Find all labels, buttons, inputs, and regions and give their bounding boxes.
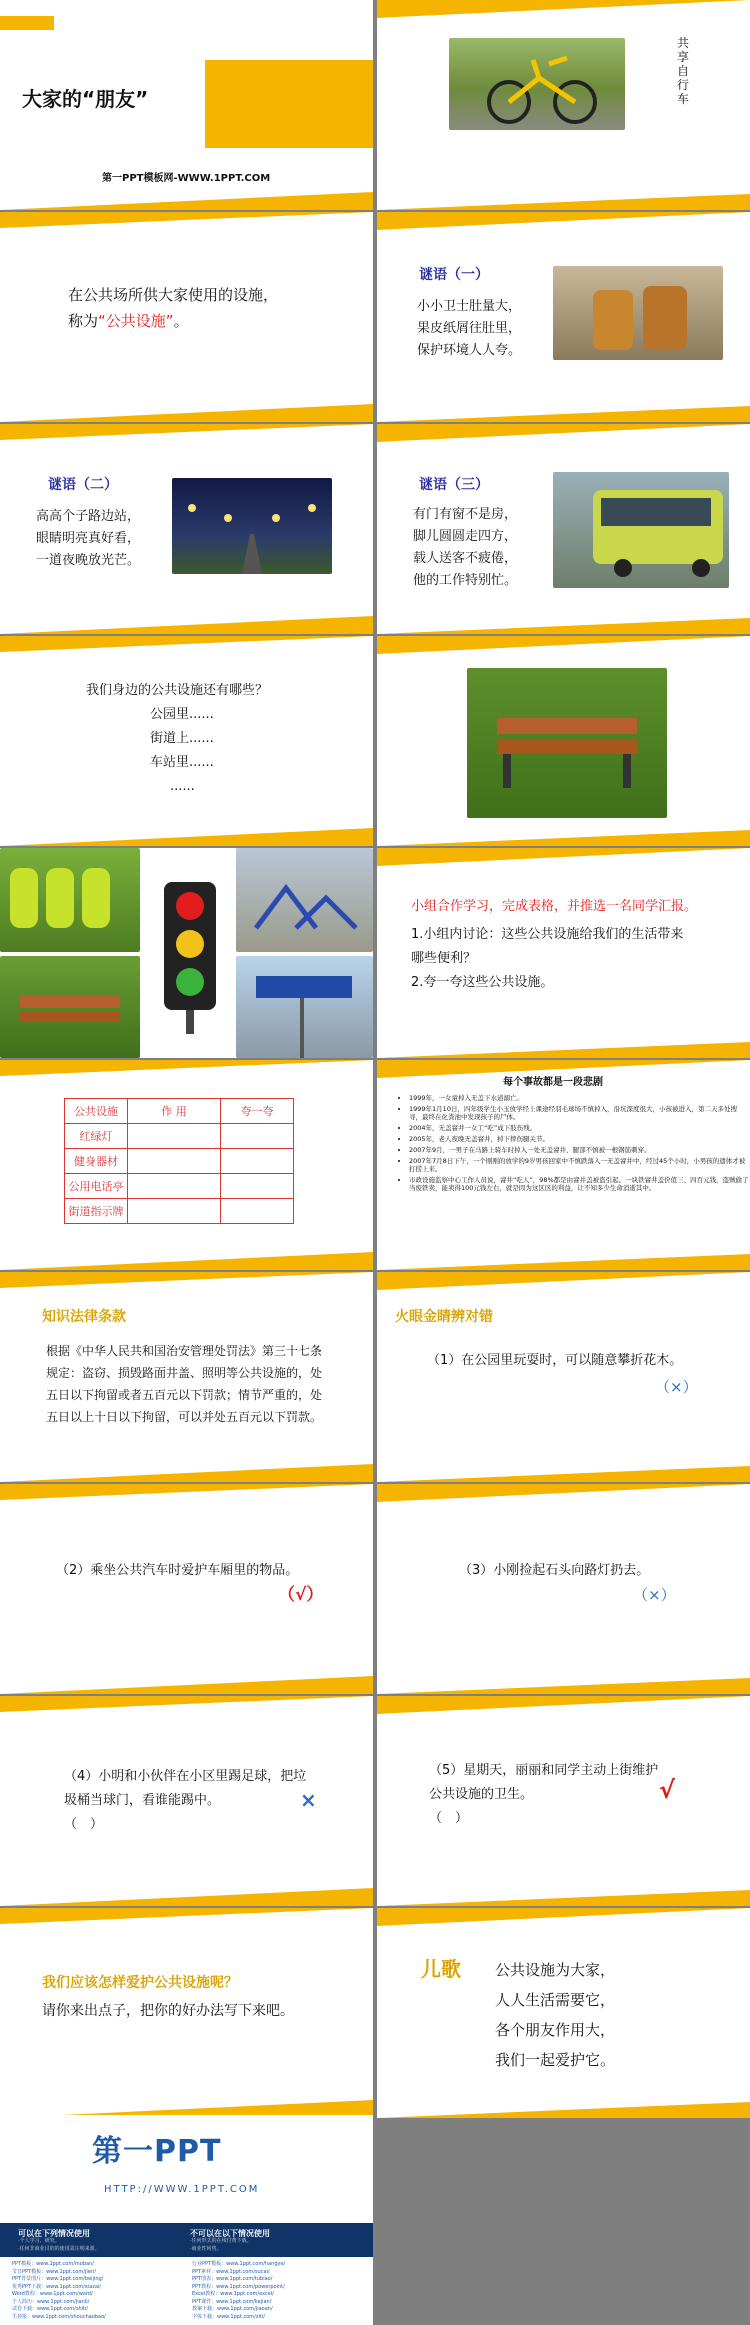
slide-2-bike[interactable] [377,0,750,210]
quiz-question: （1）在公园里玩耍时，可以随意攀折花木。 [427,1353,683,1368]
resource-link[interactable]: 优秀PPT下载：www.1ppt.com/xiazai/ [12,2283,102,2290]
quiz-question: （3）小刚捡起石头向路灯扔去。 [459,1563,650,1578]
law-line: 五日以上十日以下拘留，可以并处五百元以下罚款。 [46,1410,323,1424]
list-item: • 2007年7月8日下午，一个刚刚的放学的9岁男孩回家中不慎跌落入一无盖窨井中，经过45个小时，小男孩的遗体才被打捞上来。 [409,1157,749,1173]
list-item: • 1999年1月10日，四年级学生小玉放学经上课途经羽毛球场不慎掉入，沿坑深度很大，小孩被进入，第二天多处搜寻，最终在化粪池中发现孩子的尸体。 [409,1105,749,1121]
decor-stripe [377,1484,750,1506]
answer-paren: （ ） [64,1817,104,1832]
decor-stripe [0,1696,373,1718]
table-cell-empty[interactable] [128,1124,221,1149]
brand-logo: 第一PPT [92,2134,222,2169]
slide-title: 大家的“朋友” [22,87,149,111]
slide-12-accidents[interactable] [377,1060,750,1270]
bench-photo [467,668,667,818]
slide-6-riddle-3[interactable] [377,424,750,634]
definition-line-1: 在公共场所供大家使用的设施， [68,286,279,304]
answer-mark-check: √ [659,1776,676,1804]
riddle-heading: 谜语（二） [48,477,118,493]
decor-stripe [377,188,750,210]
resource-link[interactable]: 试卷下载：www.1ppt.com/shiti/ [12,2306,89,2312]
decor-stripe [0,612,373,634]
highlight-term: “公共设施” [98,312,174,330]
brand-url: HTTP://WWW.1PPT.COM [104,2184,260,2195]
decor-stripe [0,1248,373,1270]
list-item: • 市政设施监察中心工作人员说，窨井“吃人”，98%都是由窨井盖被盗引起。一块铁窨井盖价值三、四百元钱，盗贼偷了当废铁卖，能卖得100元钱左右，就是因为这区区的利益，让不知多少生命消逝其中。 [409,1176,749,1192]
cannot-use-title: 不可以在以下情况使用 [190,2229,270,2238]
decor-stripe [0,400,373,422]
song-line: 我们一起爱护它。 [495,2051,616,2069]
slide-4-riddle-1[interactable] [377,212,750,422]
law-line: 根据《中华人民共和国治安管理处罚法》第三十七条 [46,1344,323,1358]
resource-link[interactable]: PPT教程：www.1ppt.com/powerpoint/ [192,2283,285,2290]
question-text: 我们身边的公共设施还有哪些？ [86,683,269,698]
table-cell-empty[interactable] [128,1149,221,1174]
list-item: • 2005年，老人夜晚无盖窨井，掉下摔伤腿关节。 [409,1135,749,1143]
answer-line: 公园里...... [150,707,214,722]
answer-mark-check: （√） [278,1585,324,1605]
accent-bar [0,16,54,30]
quiz-question-cont: 圾桶当球门，看谁能踢中。 [64,1793,221,1808]
answer-line: 车站里...... [150,755,214,770]
resource-link[interactable]: PPT素材：www.1ppt.com/sucai/ [192,2268,270,2275]
song-label: 儿歌 [421,1957,461,1981]
list-item: • 1999年，一女童掉入无盖下水道溺亡。 [409,1094,749,1102]
resource-link[interactable]: Word教程：www.1ppt.com/word/ [12,2291,93,2297]
slide-15-true-false-2[interactable] [0,1484,373,1694]
table-header-row [65,1099,294,1124]
riddle-line: 一道夜晚放光芒。 [36,553,141,568]
question-2: 2.夸一夸这些公共设施。 [411,975,554,990]
riddle-line: 保护环境人人夸。 [417,343,522,358]
discussion-prompt: 请你来出点子，把你的好办法写下来吧。 [42,2003,294,2019]
decor-stripe [0,1672,373,1694]
slide-7-question[interactable] [0,636,373,846]
answer-line: 街道上...... [150,731,214,746]
decor-stripe [377,2096,750,2118]
cannot-use-line: ·商业性转售。 [190,2246,222,2252]
table-cell-empty[interactable] [221,1174,294,1199]
table-header: 夸一夸 [221,1099,294,1124]
quiz-question: （5）星期天，丽丽和同学主动上街维护 [429,1763,659,1778]
facility-table [64,1098,294,1224]
riddle-line: 眼睛明亮真好看， [36,531,141,546]
decor-stripe [0,1272,373,1294]
decor-stripe [377,1272,750,1294]
decor-stripe [377,1460,750,1482]
resource-link[interactable]: 行业PPT模板：www.1ppt.com/hangye/ [192,2261,286,2267]
answer-line: ...... [170,779,195,794]
resource-link[interactable]: 教案下载：www.1ppt.com/jiaoan/ [192,2306,273,2312]
decor-stripe [377,1672,750,1694]
question-1a: 1.小组内讨论：这些公共设施给我们的生活带来 [411,927,684,942]
image-caption: 共享自行车 [677,36,690,106]
answer-paren: （ ） [429,1811,469,1826]
slide-9-collage[interactable] [0,848,373,1058]
decor-stripe [0,1908,373,1930]
answer-mark-x: （×） [633,1586,676,1604]
riddle-heading: 谜语（一） [419,267,489,283]
links-panel [0,2257,373,2325]
table-cell-empty[interactable] [128,1174,221,1199]
table-cell-empty[interactable] [221,1149,294,1174]
quiz-heading: 火眼金睛辨对错 [395,1309,493,1325]
slide-8-bench[interactable] [377,636,750,846]
riddle-line: 他的工作特别忙。 [413,573,518,588]
slide-21-credits[interactable] [0,2115,373,2325]
fitness-equipment-photo [236,848,373,952]
resource-link[interactable]: PPT课件：www.1ppt.com/kejian/ [192,2298,272,2305]
traffic-light-image [150,878,230,1034]
riddle-line: 小小卫士肚量大， [417,299,522,314]
phone-booth-photo [0,848,140,952]
trash-bin-photo [553,266,723,360]
question-1b: 哪些便利？ [411,951,477,966]
law-line: 规定：盗窃、损毁路面井盖、照明等公共设施的，处 [46,1366,323,1380]
table-cell: 健身器材 [65,1149,128,1174]
table-cell: 街道指示牌 [65,1199,128,1224]
table-cell: 红绿灯 [65,1124,128,1149]
bus-photo [553,472,729,588]
slide-13-law[interactable] [0,1272,373,1482]
decor-stripe [0,636,373,658]
quiz-question: （2）乘坐公共汽车时爱护车厢里的物品。 [56,1563,299,1578]
decor-stripe [0,212,373,234]
riddle-line: 载人送客不疲倦， [413,551,518,566]
slide-10-group-work[interactable] [377,848,750,1058]
slide-14-true-false-1[interactable] [377,1272,750,1482]
table-cell-empty[interactable] [221,1124,294,1149]
list-item: • 2004年，无盖窨井一女工“吃”成下肢伤残。 [409,1124,749,1132]
table-header: 作 用 [128,1099,221,1124]
decor-stripe [377,1696,750,1718]
table-header: 公共设施 [65,1099,128,1124]
slide-18-true-false-5[interactable] [377,1696,750,1906]
song-line: 各个朋友作用大， [495,2021,616,2039]
decor-stripe [0,1460,373,1482]
decor-stripe [377,424,750,446]
law-line: 五日以下拘留或者五百元以下罚款；情节严重的，处 [46,1388,323,1402]
accident-list [395,1094,749,1195]
resource-link[interactable]: 个人简历：www.1ppt.com/jianli/ [12,2298,90,2305]
table-cell: 公用电话亭 [65,1174,128,1199]
cannot-use-line: ·任何形式的在线付费下载。 [190,2238,252,2244]
song-line: 公共设施为大家， [495,1961,616,1979]
slide-5-riddle-2[interactable] [0,424,373,634]
resource-link[interactable]: 字体下载：www.1ppt.com/ziti/ [192,2313,265,2320]
song-line: 人人生活需要它， [495,1991,616,2009]
logo-area [0,2115,373,2223]
decor-stripe [0,1884,373,1906]
quiz-question-cont: 公共设施的卫生。 [429,1787,534,1802]
can-use-line: ·任何非商业目的的使用需注明来源。 [18,2246,100,2252]
decor-stripe [377,636,750,658]
decor-stripe [377,824,750,846]
decor-stripe [377,0,750,22]
street-lamp-photo [172,478,332,574]
list-item: • 2007年9月，一男子在马路上骑车时掉入一处无盖窨井，腿部不慎被一根钢筋刺穿。 [409,1146,749,1154]
accent-block [205,60,373,148]
decor-stripe [0,188,373,210]
riddle-line: 果皮纸屑往肚里， [417,321,522,336]
riddle-heading: 谜语（三） [419,477,489,493]
resource-link[interactable]: 节日PPT模板：www.1ppt.com/jieri/ [12,2268,96,2275]
table-cell-empty[interactable] [128,1199,221,1224]
slide-19-discussion[interactable] [0,1908,373,2118]
riddle-line: 高高个子路边站， [36,509,141,524]
answer-mark-x: × [300,1788,317,1812]
table-row [65,1124,294,1149]
riddle-line: 脚儿圆圆走四方， [413,529,518,544]
resource-link[interactable]: 手抄报：www.1ppt.com/shouchaobao/ [12,2313,106,2320]
accident-title: 每个事故都是一段悲剧 [503,1077,603,1088]
law-heading: 知识法律条款 [42,1309,126,1325]
slide-11-table[interactable] [0,1060,373,1270]
slide-17-true-false-4[interactable] [0,1696,373,1906]
decor-stripe [0,1484,373,1506]
resource-link[interactable]: PPT模板：www.1ppt.com/moban/ [12,2261,94,2267]
decor-stripe [377,1908,750,1930]
resource-link[interactable]: Excel教程：www.1ppt.com/excel/ [192,2291,274,2297]
slide-subtitle: 第一PPT模板网-WWW.1PPT.COM [102,173,271,184]
riddle-line: 有门有窗不是房， [413,507,518,522]
table-row [65,1174,294,1199]
decor-stripe [377,848,750,870]
slide-20-song[interactable] [377,1908,750,2118]
bench-small-photo [0,956,140,1058]
answer-mark-x: （×） [655,1378,698,1396]
decor-stripe [377,1884,750,1906]
links-right [192,2261,285,2321]
quiz-question: （4）小明和小伙伴在小区里踢足球，把垃 [64,1769,307,1784]
can-use-title: 可以在下列情况使用 [18,2229,90,2238]
can-use-line: ·个人学习、研究。 [18,2238,60,2244]
table-row [65,1199,294,1224]
decor-stripe [0,424,373,446]
decor-stripe [377,212,750,234]
discussion-question: 我们应该怎样爱护公共设施呢？ [42,1975,238,1991]
table-row [65,1149,294,1174]
links-left [12,2261,106,2321]
slide-16-true-false-3[interactable] [377,1484,750,1694]
slide-1-title[interactable] [0,0,373,210]
slide-3-definition[interactable] [0,212,373,422]
decor-stripe [0,824,373,846]
resource-link[interactable]: PPT图表：www.1ppt.com/tubiao/ [192,2276,273,2282]
table-cell-empty[interactable] [221,1199,294,1224]
decor-stripe [377,400,750,422]
decor-stripe [377,1248,750,1270]
definition-line-2: 称为“公共设施”。 [68,312,189,330]
group-work-heading: 小组合作学习，完成表格，并推选一名同学汇报。 [411,899,698,914]
bike-photo [449,38,625,130]
decor-stripe [377,612,750,634]
resource-link[interactable]: PPT背景图片：www.1ppt.com/beijing/ [12,2276,104,2282]
decor-stripe [0,1060,373,1082]
street-sign-photo [236,956,373,1058]
decor-stripe [377,1036,750,1058]
